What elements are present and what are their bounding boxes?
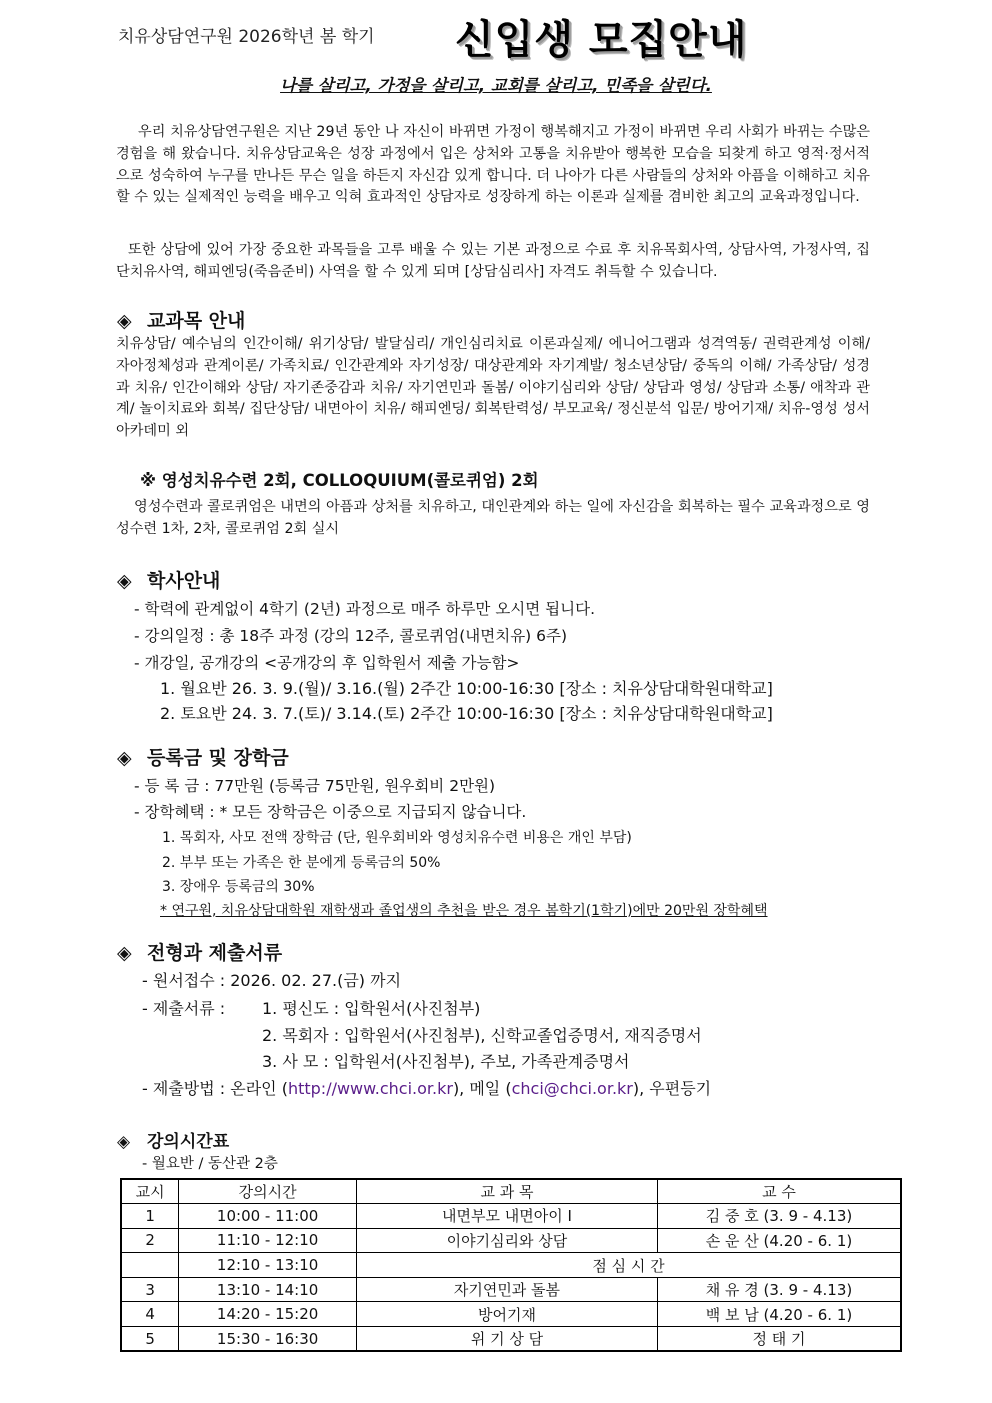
section-tuition-title bbox=[117, 743, 289, 770]
retreat-title: ※ 영성치유수련 2회, COLLOQUIUM(콜로퀴엄) 2회 bbox=[140, 471, 539, 490]
method-prefix: - 제출방법 : 온라인 ( bbox=[142, 1079, 288, 1098]
diamond-icon: ◈ bbox=[117, 942, 132, 964]
schedule-subtitle: - 월요반 / 동산관 2층 bbox=[142, 1156, 278, 1172]
admission-doc-1: 1. 평신도 : 입학원서(사진첨부) bbox=[262, 999, 481, 1018]
academic-line-1: - 학력에 관계없이 4학기 (2년) 과정으로 매주 하루만 오시면 됩니다. bbox=[134, 600, 596, 618]
table-row-lunch bbox=[121, 1253, 901, 1278]
tuition-line-4: 2. 부부 또는 가족은 한 분에게 등록금의 50% bbox=[162, 855, 441, 871]
org-title: 치유상담연구원 2026학년 봄 학기 bbox=[118, 27, 375, 47]
main-title: 신입생 모집안내 bbox=[455, 17, 748, 63]
header-professor: 교 수 bbox=[657, 1179, 901, 1204]
header-time: 강의시간 bbox=[179, 1179, 357, 1204]
cell-period: 2 bbox=[121, 1228, 179, 1253]
diamond-icon: ◈ bbox=[117, 747, 132, 769]
retreat-text: 영성수련과 콜로퀴엄은 내면의 아픔과 상처를 치유하고, 대인관계와 하는 일에 자신감을 회복하는 필수 교육과정으로 영성수련 1차, 2차, 콜로퀴엄 2회 실시 bbox=[116, 499, 870, 537]
table-row bbox=[121, 1204, 901, 1229]
section-academic-title bbox=[117, 566, 220, 593]
admission-docs-label: - 제출서류 : bbox=[142, 999, 226, 1018]
tuition-line-5: 3. 장애우 등록금의 30% bbox=[162, 879, 315, 895]
cell-time: 15:30 - 16:30 bbox=[179, 1327, 357, 1352]
cell-time: 11:10 - 12:10 bbox=[179, 1228, 357, 1253]
diamond-icon: ◈ bbox=[117, 1132, 131, 1152]
cell-period: 3 bbox=[121, 1277, 179, 1302]
cell-subject: 자기연민과 돌봄 bbox=[356, 1277, 657, 1302]
cell-professor: 채 유 경 (3. 9 - 4.13) bbox=[657, 1277, 901, 1302]
cell-professor: 정 태 기 bbox=[657, 1327, 901, 1352]
table-header-row bbox=[121, 1179, 901, 1204]
email-link[interactable]: chci@chci.or.kr bbox=[511, 1079, 633, 1098]
section-courses-title bbox=[117, 306, 245, 333]
method-suffix: ), 우편등기 bbox=[632, 1079, 712, 1098]
intro-paragraph-2: 또한 상담에 있어 가장 중요한 과목들을 고루 배울 수 있는 기본 과정으로 수료 후 치유목회사역, 상담사역, 가정사역, 집단치유사역, 해피엔딩(죽음준비) 사역을 할 수 있게 되며 [상담심리사] 자격도 취득할 수 있습니다. bbox=[116, 242, 870, 280]
cell-period: 1 bbox=[121, 1204, 179, 1229]
cell-time: 13:10 - 14:10 bbox=[179, 1277, 357, 1302]
header-subject: 교 과 목 bbox=[356, 1179, 657, 1204]
section-title-text: 강의시간표 bbox=[147, 1132, 230, 1152]
section-title-text: 교과목 안내 bbox=[147, 310, 246, 332]
cell-professor: 손 운 산 (4.20 - 6. 1) bbox=[657, 1228, 901, 1253]
header-period: 교시 bbox=[121, 1179, 179, 1204]
tuition-line-3: 1. 목회자, 사모 전액 장학금 (단, 원우회비와 영성치유수련 비용은 개인 부담) bbox=[162, 830, 632, 846]
table-row bbox=[121, 1302, 901, 1327]
cell-time: 12:10 - 13:10 bbox=[179, 1253, 357, 1278]
cell-period: 4 bbox=[121, 1302, 179, 1327]
diamond-icon: ◈ bbox=[117, 310, 132, 332]
cell-subject: 이야기심리와 상담 bbox=[356, 1228, 657, 1253]
header bbox=[118, 8, 878, 63]
cell-subject: 위 기 상 담 bbox=[356, 1327, 657, 1352]
cell-professor: 백 보 남 (4.20 - 6. 1) bbox=[657, 1302, 901, 1327]
admission-method bbox=[142, 1078, 711, 1100]
admission-deadline: - 원서접수 : 2026. 02. 27.(금) 까지 bbox=[142, 971, 402, 990]
section-schedule-title bbox=[117, 1127, 229, 1152]
slogan: 나를 살리고, 가정을 살리고, 교회를 살리고, 민족을 살린다. bbox=[280, 76, 712, 95]
cell-time: 10:00 - 11:00 bbox=[179, 1204, 357, 1229]
academic-line-4: 1. 월요반 26. 3. 9.(월)/ 3.16.(월) 2주간 10:00-16:30 [장소 : 치유상담대학원대학교] bbox=[160, 679, 773, 698]
table-row bbox=[121, 1327, 901, 1352]
section-title-text: 등록금 및 장학금 bbox=[147, 747, 289, 769]
cell-time: 14:20 - 15:20 bbox=[179, 1302, 357, 1327]
section-title-text: 전형과 제출서류 bbox=[147, 942, 283, 964]
tuition-line-1: - 등 록 금 : 77만원 (등록금 75만원, 원우회비 2만원) bbox=[134, 777, 496, 795]
tuition-line-6: * 연구원, 치유상담대학원 재학생과 졸업생의 추천을 받은 경우 봄학기(1학기)에만 20만원 장학혜택 bbox=[160, 903, 768, 919]
cell-subject: 내면부모 내면아이 Ⅰ bbox=[356, 1204, 657, 1229]
diamond-icon: ◈ bbox=[117, 570, 132, 592]
section-title-text: 학사안내 bbox=[147, 570, 221, 592]
academic-line-5: 2. 토요반 24. 3. 7.(토)/ 3.14.(토) 2주간 10:00-16:30 [장소 : 치유상담대학원대학교] bbox=[160, 704, 773, 723]
tuition-line-2: - 장학혜택 : * 모든 장학금은 이중으로 지급되지 않습니다. bbox=[134, 803, 527, 821]
schedule-table bbox=[120, 1178, 902, 1352]
courses-list: 치유상담/ 예수님의 인간이해/ 위기상담/ 발달심리/ 개인심리치료 이론과실제/ 에니어그램과 성격역동/ 권력관계성 이해/ 자아정체성과 관계이론/ 가족치료/ 인간관계와 자기성장/ 대상관계와 자기계발/ 청소년상담/ 중독의 이해/ 가족상담/ 성경과 치유/ 인간이해와 상담/ 자기존중감과 치유/ 자기연민과 돌봄/ 이야기심리와 상담/ 상담과 영성/ 상담과 소통/ 애착과 관계/ 놀이치료와 회복/ 집단상담/ 내면아이 치유/ 해피엔딩/ 회복탄력성/ 부모교육/ 정신분석 입문/ 방어기재/ 치유-영성 성서아카데미 외 bbox=[116, 336, 870, 440]
academic-line-2: - 강의일정 : 총 18주 과정 (강의 12주, 콜로퀴엄(내면치유) 6주) bbox=[134, 627, 568, 645]
intro-paragraph-1: 우리 치유상담연구원은 지난 29년 동안 나 자신이 바뀌면 가정이 행복해지고 가정이 바뀌면 우리 사회가 바뀌는 수많은 경험을 해 왔습니다. 치유상담교육은 성장 과정에서 입은 상처와 고통을 치유받아 행복한 모습을 되찾게 하고 영적·정서적으로 성숙하여 누구를 만나든 무슨 일을 하든지 자신감 있게 합니다. 더 나아가 다른 사람들의 상처와 아픔을 이해하고 치유할 수 있는 실제적인 능력을 배우고 익혀 효과적인 상담자로 성장하게 하는 이론과 실제를 겸비한 최고의 교육과정입니다. bbox=[116, 124, 870, 206]
website-link[interactable]: http://www.chci.or.kr bbox=[287, 1079, 453, 1098]
method-mid: ), 메일 ( bbox=[452, 1079, 512, 1098]
table-row bbox=[121, 1228, 901, 1253]
admission-doc-2: 2. 목회자 : 입학원서(사진첨부), 신학교졸업증명서, 재직증명서 bbox=[262, 1026, 702, 1045]
cell-period bbox=[121, 1253, 179, 1278]
cell-subject: 방어기재 bbox=[356, 1302, 657, 1327]
admission-doc-3: 3. 사 모 : 입학원서(사진첨부), 주보, 가족관계증명서 bbox=[262, 1052, 630, 1071]
table-row bbox=[121, 1277, 901, 1302]
cell-lunch: 점 심 시 간 bbox=[356, 1253, 901, 1278]
cell-period: 5 bbox=[121, 1327, 179, 1352]
section-admission-title bbox=[117, 938, 282, 965]
academic-line-3: - 개강일, 공개강의 <공개강의 후 입학원서 제출 가능함> bbox=[134, 654, 520, 672]
cell-professor: 김 중 호 (3. 9 - 4.13) bbox=[657, 1204, 901, 1229]
